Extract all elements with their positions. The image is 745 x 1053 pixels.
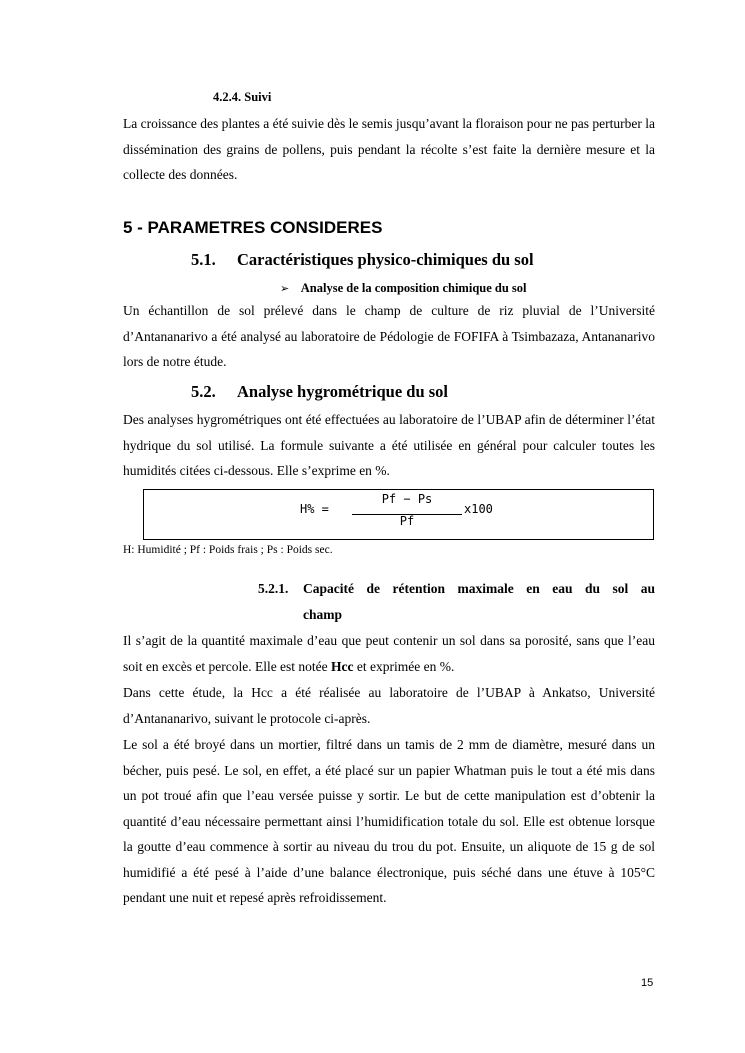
paragraph-hcc-etude: Dans cette étude, la Hcc a été réalisée au laboratoire de l’UBAP à Ankatso, Université d’Antananarivo, suivant le protocole ci-après. (123, 685, 655, 726)
heading-5-2-1-title-line1: Capacité de rétention maximale en eau du sol au (303, 581, 655, 596)
formula-rhs: x100 (464, 502, 493, 516)
paragraph-hcc-definition (123, 628, 655, 679)
formula-lhs: H% = (300, 502, 329, 516)
heading-5-2-1-number: 5.2.1. (258, 581, 289, 596)
heading-5-2-title: Analyse hygrométrique du sol (237, 382, 449, 401)
paragraph-echantillon: Un échantillon de sol prélevé dans le champ de culture de riz pluvial de l’Université d’Antananarivo a été analysé au laboratoire de Pédologie de FOFIFA à Tsimbazaza, Antananarivo lors de notre étude. (123, 303, 655, 369)
page-number: 15 (641, 977, 654, 989)
bullet-text: Analyse de la composition chimique du sol (300, 281, 527, 295)
arrow-bullet-icon: ➢ (280, 282, 290, 295)
heading-5-1-number: 5.1. (191, 250, 216, 269)
formula-numerator: Pf − Ps (381, 492, 433, 506)
paragraph-hygrometrique: Des analyses hygrométriques ont été effectuées au laboratoire de l’UBAP afin de déterminer l’état hydrique du sol utilisé. La formule suivante a été utilisée en général pour calculer toutes les humidités citées ci-dessous. Elle s’exprime en %. (123, 412, 655, 478)
bullet-composition-chimique (280, 279, 527, 298)
heading-section-5: 5 - PARAMETRES CONSIDERES (123, 218, 383, 237)
heading-5-2-1-title-line2: champ (303, 607, 343, 622)
hcc-text-after: et exprimée en %. (353, 658, 455, 674)
hcc-bold: Hcc (331, 658, 354, 674)
formula-denominator: Pf (399, 514, 415, 528)
paragraph-suivi: La croissance des plantes a été suivie dès le semis jusqu’avant la floraison pour ne pas perturber la dissémination des grains de pollens, puis pendant la récolte s’est faite la dernière mesure et la collecte des données. (123, 116, 655, 182)
paragraph-hcc-protocole: Le sol a été broyé dans un mortier, filtré dans un tamis de 2 mm de diamètre, mesuré dans un bécher, puis pesé. Le sol, en effet, a été placé sur un papier Whatman puis le tout a été mis dans un pot troué afin que l’eau versée puisse y sortir. Le but de cette manipulation est d’obtenir la quantité d’eau nécessaire permettant ainsi l’humidification totale du sol. Elle est obtenue lorsque la goutte d’eau commence à sortir au niveau du trou du pot. Ensuite, un aliquote de 15 g de sol humidifié a été pesé à l’aide d’une balance électronique, puis séché dans une étuve à 105°C pendant une nuit et repesé après refroidissement. (123, 737, 655, 905)
formula-caption: H: Humidité ; Pf : Poids frais ; Ps : Poids sec. (123, 544, 333, 556)
heading-4-2-4: 4.2.4. Suivi (213, 90, 272, 104)
heading-5-2-number: 5.2. (191, 382, 216, 401)
heading-5-1-title: Caractéristiques physico-chimiques du sol (237, 250, 534, 269)
hcc-text-before: Il s’agit de la quantité maximale d’eau que peut contenir un sol dans sa porosité, sans que l’eau soit en excès et percole. Elle est notée (123, 633, 655, 674)
